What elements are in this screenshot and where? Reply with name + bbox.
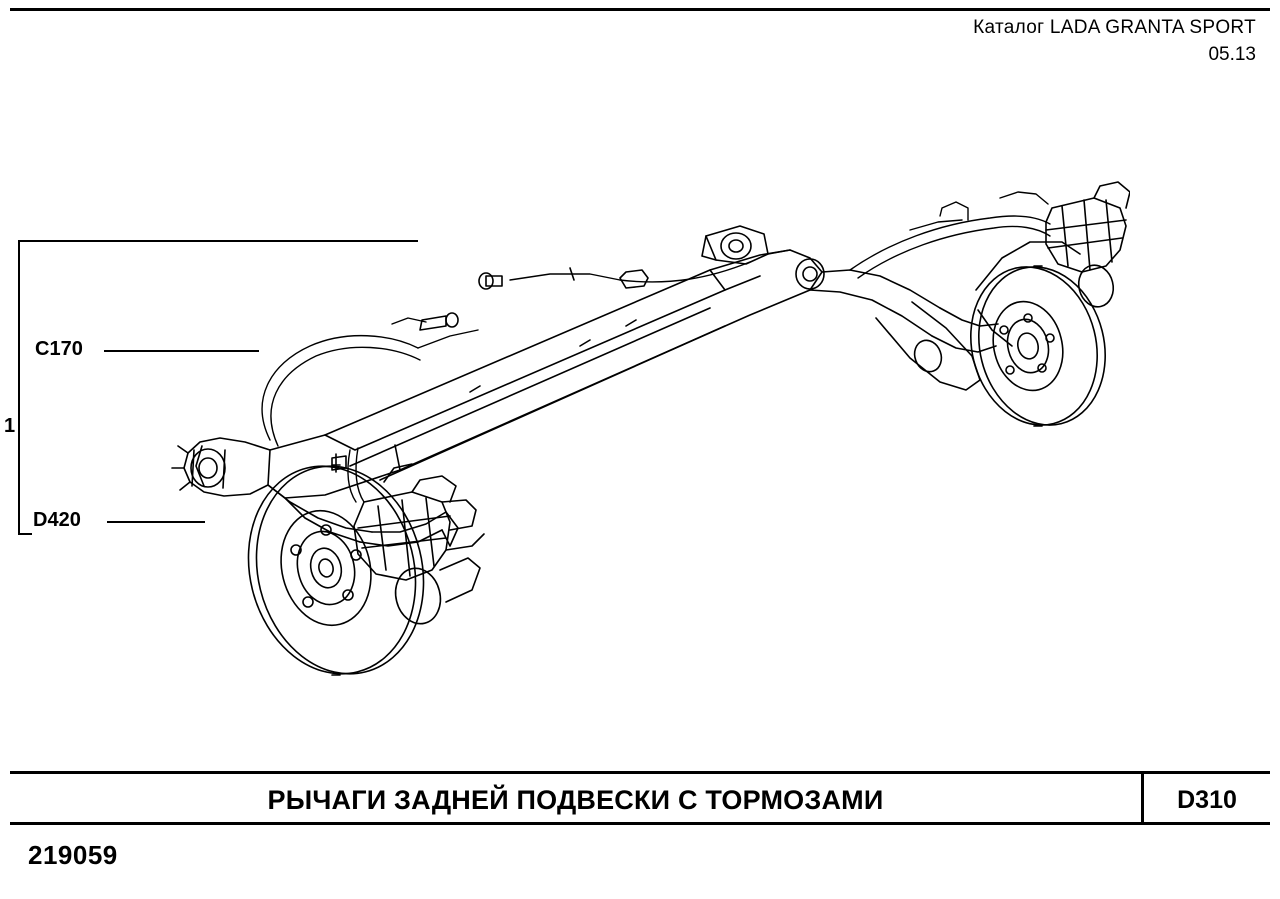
footer-bottom-divider <box>10 822 1270 825</box>
catalog-title: Каталог LADA GRANTA SPORT <box>973 17 1256 38</box>
bracket-group-label: 1 <box>4 415 16 437</box>
section-code: D310 <box>1177 786 1237 814</box>
page-number: 219059 <box>28 840 118 870</box>
catalog-date: 05.13 <box>1208 44 1256 65</box>
reference-code-d420[interactable]: D420 <box>33 509 81 531</box>
footer-top-divider <box>10 771 1270 774</box>
reference-code-c170[interactable]: C170 <box>35 338 83 360</box>
header-divider <box>10 8 1270 11</box>
callout-bracket <box>18 240 58 535</box>
bracket-vertical-line <box>18 240 20 535</box>
rear-suspension-illustration <box>150 150 1130 710</box>
diagram-title: РЫЧАГИ ЗАДНЕЙ ПОДВЕСКИ С ТОРМОЗАМИ <box>267 785 884 815</box>
bracket-bottom-line <box>18 533 32 535</box>
